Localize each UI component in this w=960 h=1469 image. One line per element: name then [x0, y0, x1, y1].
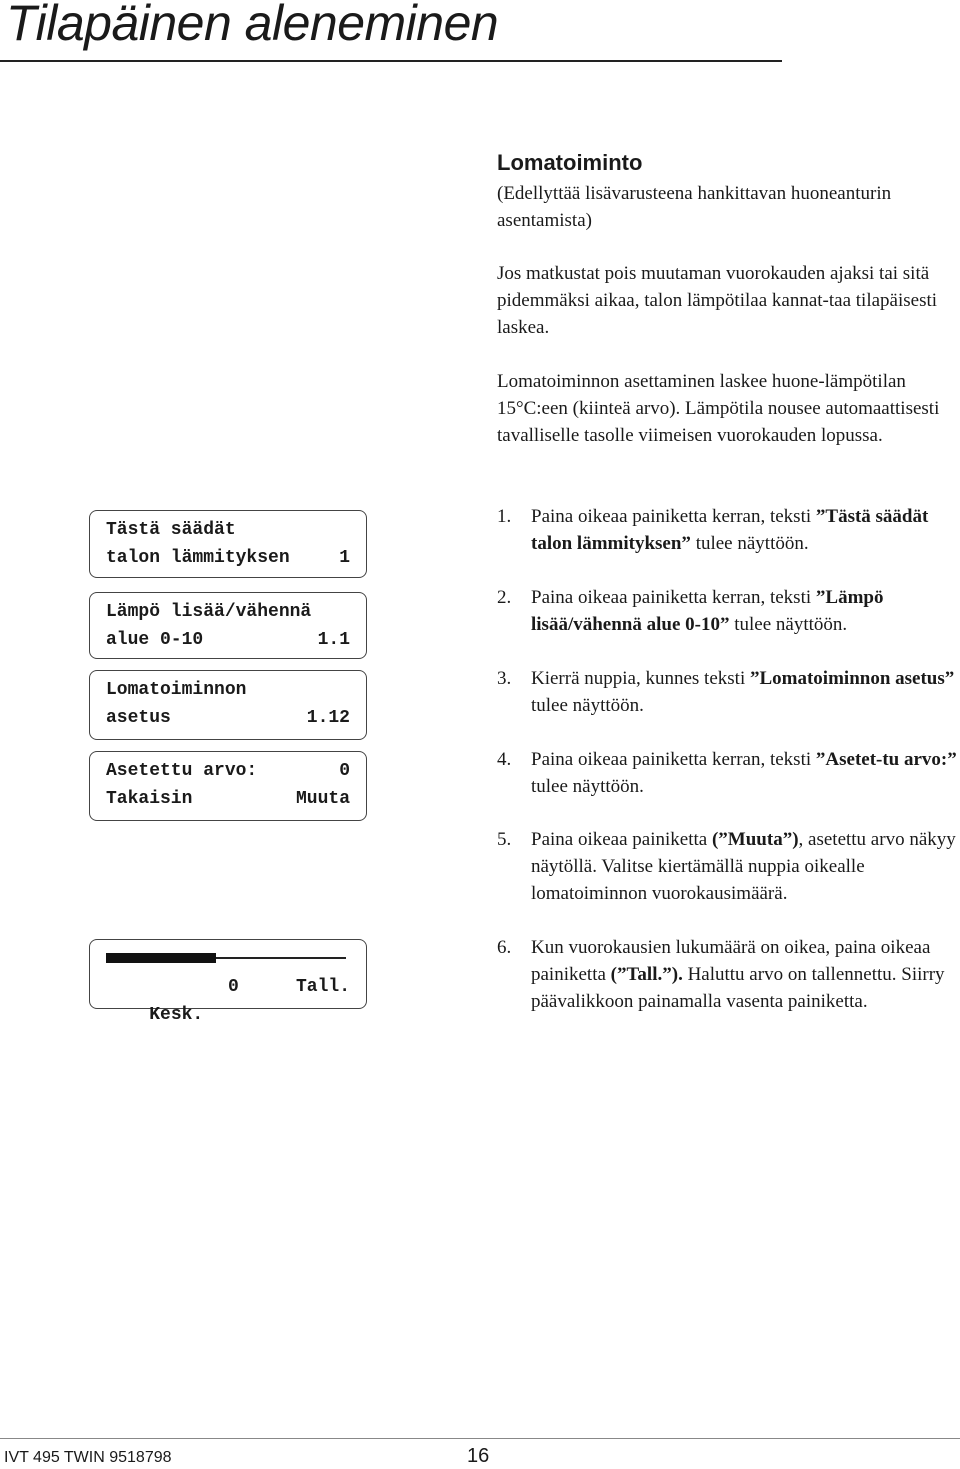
footer-divider: [0, 1438, 960, 1439]
section-heading: Lomatoiminto: [497, 150, 643, 175]
step-number: 2.: [497, 587, 512, 608]
step-number: 6.: [497, 937, 512, 958]
lcd-line: alue 0-10 1.1: [106, 626, 350, 654]
lcd-line: [106, 785, 350, 813]
lcd-display-temperature: [89, 592, 367, 659]
page-title: Tilapäinen aleneminen: [6, 0, 499, 51]
footer-document-id: IVT 495 TWIN 9518798: [4, 1449, 172, 1466]
cancel-softkey-label: Kesk.: [149, 1005, 204, 1025]
step-text: Kierrä nuppia, kunnes teksti ”Lomatoiminnon asetus” tulee näyttöön.: [531, 668, 955, 716]
paragraph-1: Jos matkustat pois muutaman vuorokauden ajaksi tai sitä pidemmäksi aikaa, talon lämpötilaa kannat-taa tilapäisesti laskea.: [497, 263, 938, 338]
progress-bar-fill: [106, 953, 216, 963]
step-text: Paina oikeaa painiketta kerran, teksti ”Lämpö lisää/vähennä alue 0-10” tulee näyttöön.: [531, 587, 884, 635]
menu-number: 1.12: [306, 708, 350, 728]
step-number: 3.: [497, 668, 512, 689]
lcd-display-set-value: [89, 751, 367, 821]
step-number: 5.: [497, 829, 512, 850]
value-readout: 0: [228, 977, 239, 997]
step-number: 1.: [497, 506, 512, 527]
lcd-line: Lomatoiminnon: [106, 680, 247, 700]
step-number: 4.: [497, 749, 512, 770]
lcd-line: [106, 973, 350, 1025]
lcd-line: asetus 1.12: [106, 704, 350, 732]
step-text: Kun vuorokausien lukumäärä on oikea, paina oikeaa painiketta (”Tall.”). Haluttu arvo on tallennettu. Siirry päävalikkoon painamalla vasenta painiketta.: [531, 937, 945, 1012]
step-text: Paina oikeaa painiketta kerran, teksti ”Asetet-tu arvo:” tulee näyttöön.: [531, 749, 957, 797]
back-softkey-label: Takaisin: [106, 789, 193, 809]
step-text: Paina oikeaa painiketta kerran, teksti ”Tästä säädät talon lämmityksen” tulee näyttöön.: [531, 506, 929, 554]
change-softkey-label: Muuta: [295, 789, 350, 809]
lcd-line: Tästä säädät: [106, 520, 236, 540]
menu-number: 1.1: [317, 630, 350, 650]
paragraph-2: Lomatoiminnon asettaminen laskee huone-lämpötilan 15°C:een (kiinteä arvo). Lämpötila nousee automaattisesti tavalliselle tasolle viimeisen vuorokauden lopussa.: [497, 371, 940, 446]
step-text: Paina oikeaa painiketta (”Muuta”), asetettu arvo näkyy näytöllä. Valitse kiertämällä nuppia oikealle lomatoiminnon vuorokausimäärä.: [531, 829, 956, 904]
intro-text: (Edellyttää lisävarusteena hankittavan huoneanturin asentamista): [497, 183, 892, 231]
lcd-line: Lämpö lisää/vähennä: [106, 602, 312, 622]
lcd-display-holiday: [89, 670, 367, 740]
lcd-display-save: [89, 939, 367, 1025]
page-number: 16: [467, 1445, 490, 1467]
lcd-display-heating: [89, 510, 367, 578]
set-value: 0: [339, 761, 350, 781]
lcd-line: talon lämmityksen 1: [106, 544, 350, 572]
menu-number: 1: [339, 548, 350, 568]
lcd-line: Asetettu arvo: 0: [106, 757, 350, 785]
save-softkey-label: Tall.: [295, 977, 350, 997]
title-divider: [0, 60, 782, 62]
